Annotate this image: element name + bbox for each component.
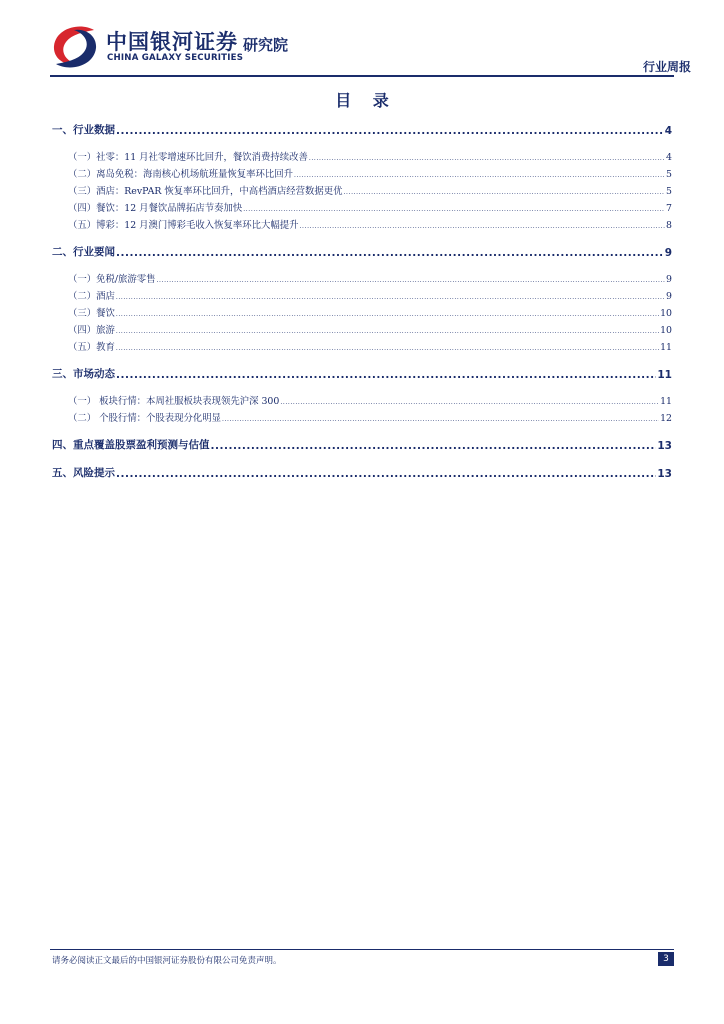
galaxy-logo-icon: [50, 24, 100, 70]
toc-leader: [116, 125, 664, 137]
toc-leader: [294, 169, 665, 180]
toc-item-label: （二）酒店: [68, 291, 115, 302]
toc-page-number: 11: [657, 369, 672, 381]
toc-leader: [157, 274, 665, 285]
table-of-contents: [52, 118, 672, 480]
page-number: 3: [658, 952, 674, 966]
toc-section[interactable]: [52, 435, 672, 452]
toc-item[interactable]: [52, 390, 672, 407]
report-type: 行业周报: [642, 60, 691, 74]
toc-leader: [211, 440, 657, 452]
toc-page-number: 7: [666, 203, 672, 214]
toc-item[interactable]: [52, 407, 672, 424]
toc-page-number: 11: [660, 396, 672, 407]
toc-item-label: （一） 板块行情：本周社服板块表现领先沪深 300: [68, 396, 280, 407]
toc-page-number: 9: [666, 291, 672, 302]
toc-leader: [116, 308, 659, 319]
toc-leader: [116, 247, 664, 259]
brand-name-en: CHINA GALAXY SECURITIES: [107, 53, 244, 63]
toc-page-number: 4: [664, 125, 672, 137]
toc-item-label: （四）餐饮：12 月餐饮品牌拓店节奏加快: [68, 203, 243, 214]
toc-page-number: 10: [660, 308, 672, 319]
toc-page-number: 8: [666, 220, 672, 231]
toc-item[interactable]: [52, 163, 672, 180]
toc-page-number: 9: [666, 274, 672, 285]
toc-leader: [222, 413, 659, 424]
toc-section-label: 四、重点覆盖股票盈利预测与估值: [52, 439, 210, 451]
toc-leader: [116, 325, 659, 336]
toc-item-label: （三）酒店：RevPAR 恢复率环比回升，中高档酒店经营数据更优: [68, 186, 343, 197]
toc-item-label: （三）餐饮: [68, 308, 115, 319]
toc-section[interactable]: [52, 242, 672, 259]
footer-divider: [50, 949, 674, 950]
toc-page-number: 13: [657, 468, 672, 480]
toc-section-label: 五、风险提示: [52, 467, 115, 479]
toc-page-number: 5: [666, 186, 672, 197]
toc-item-label: （一）免税/旅游零售: [68, 274, 156, 285]
toc-leader: [116, 468, 656, 480]
toc-leader: [116, 369, 656, 381]
toc-leader: [309, 152, 665, 163]
toc-page-number: 11: [660, 342, 672, 353]
toc-section[interactable]: [52, 120, 672, 137]
toc-page-number: 13: [657, 440, 672, 452]
toc-leader: [116, 342, 659, 353]
toc-item-label: （二）离岛免税：海南核心机场航班量恢复率环比回升: [68, 169, 294, 180]
toc-item-label: （二） 个股行情：个股表现分化明显: [68, 413, 221, 424]
toc-page-number: 12: [660, 413, 672, 424]
toc-leader: [243, 203, 665, 214]
toc-page-number: 5: [666, 169, 672, 180]
brand-name-cn: 中国银河证券: [106, 30, 238, 54]
toc-item-label: （四）旅游: [68, 325, 115, 336]
toc-title: 目 录: [335, 91, 397, 110]
toc-section-label: 二、行业要闻: [52, 246, 115, 258]
footer-disclaimer: 请务必阅读正文最后的中国银河证券股份有限公司免责声明。: [52, 956, 282, 966]
toc-page-number: 9: [664, 247, 672, 259]
toc-section[interactable]: [52, 463, 672, 480]
toc-page-number: 10: [660, 325, 672, 336]
toc-item[interactable]: [52, 302, 672, 319]
toc-item-label: （五）教育: [68, 342, 115, 353]
toc-item-label: （一）社零：11 月社零增速环比回升，餐饮消费持续改善: [68, 152, 308, 163]
toc-page-number: 4: [666, 152, 672, 163]
toc-leader: [116, 291, 665, 302]
toc-item[interactable]: [52, 336, 672, 353]
toc-item-label: （五）博彩：12 月澳门博彩毛收入恢复率环比大幅提升: [68, 220, 299, 231]
toc-item[interactable]: [52, 214, 672, 231]
toc-section[interactable]: [52, 364, 672, 381]
toc-section-label: 三、市场动态: [52, 368, 115, 380]
toc-item[interactable]: [52, 197, 672, 214]
toc-item[interactable]: [52, 285, 672, 302]
toc-item[interactable]: [52, 180, 672, 197]
toc-item[interactable]: [52, 319, 672, 336]
toc-leader: [300, 220, 665, 231]
toc-section-label: 一、行业数据: [52, 124, 115, 136]
toc-item[interactable]: [52, 268, 672, 285]
toc-leader: [280, 396, 659, 407]
header-divider: [50, 75, 674, 77]
toc-item[interactable]: [52, 146, 672, 163]
brand-subtitle: 研究院: [243, 36, 289, 54]
toc-leader: [344, 186, 665, 197]
